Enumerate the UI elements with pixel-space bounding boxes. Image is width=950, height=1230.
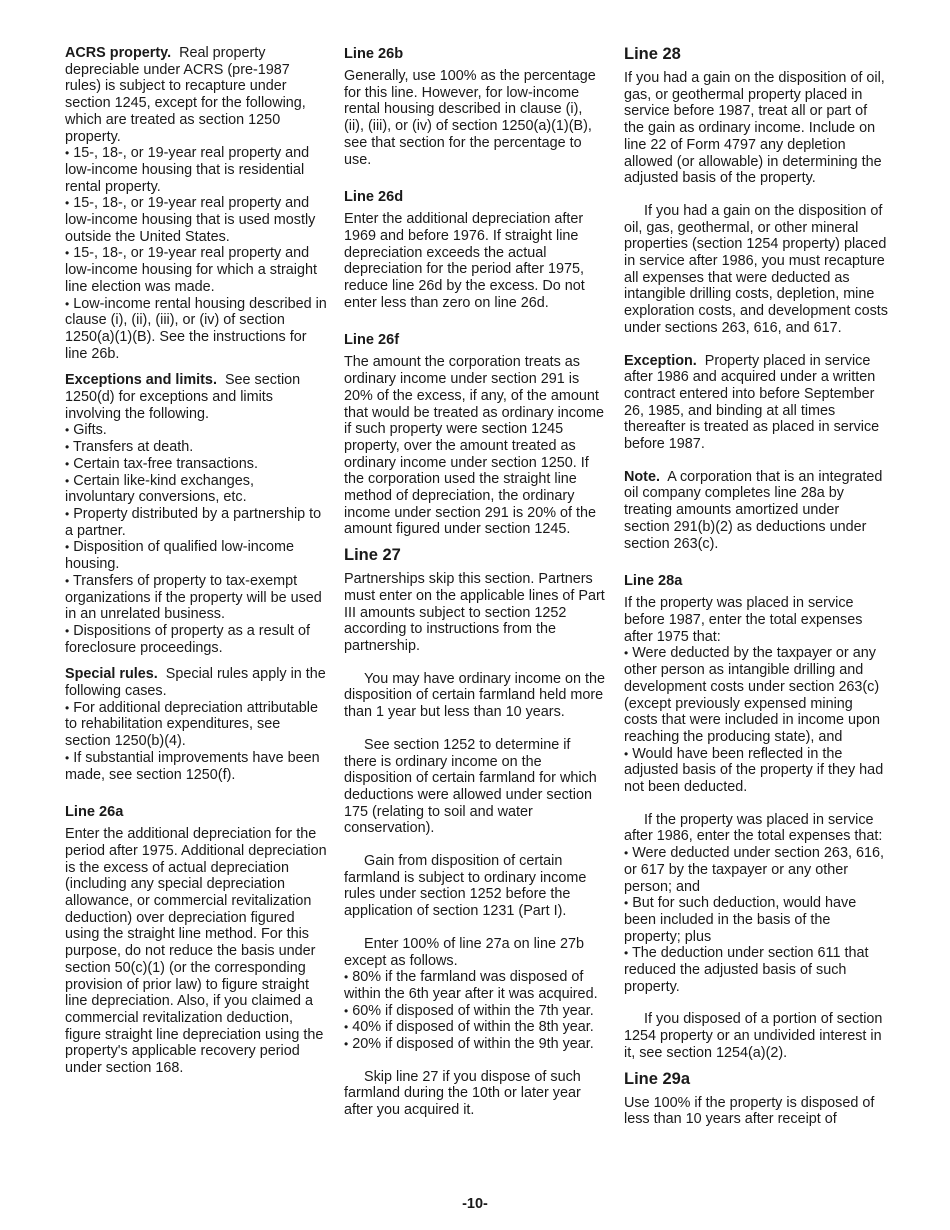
- line-27-paragraph-5: Enter 100% of line 27a on line 27b except as follows.: [344, 935, 585, 969]
- line-29a-text: Use 100% if the property is disposed of less than 10 years after receipt of: [624, 1094, 875, 1128]
- column-2: [344, 45, 606, 1135]
- bullet-item: • Transfers at death.: [65, 439, 194, 456]
- bullet-item: • 15-, 18-, or 19-year real property and low-income housing for which a straight line election was made.: [65, 245, 317, 295]
- line-28a-paragraph-1: If the property was placed in service before 1987, enter the total expenses after 1975 that:: [624, 595, 863, 645]
- bullet-item: • 15-, 18-, or 19-year real property and low-income housing that is residential rental property.: [65, 145, 310, 195]
- heading-line-26b: Line 26b: [344, 46, 404, 62]
- bullet-item: • Certain tax-free transactions.: [65, 455, 258, 472]
- bullet-item: • Dispositions of property as a result of foreclosure proceedings.: [65, 622, 310, 656]
- line-28-paragraph-1: If you had a gain on the disposition of oil, gas, or geothermal property placed in service before 1987, treat all or part of the gain as ordinary income. Include on line 22 of Form 4797 any depletion allowed (or allowable) in determining the adjusted basis of the property.: [624, 70, 885, 187]
- column-1: [65, 45, 327, 1093]
- line-27-paragraph-4: Gain from disposition of certain farmland is subject to ordinary income rules under section 1252 before the application of section 1231 (Part I).: [344, 853, 587, 920]
- page-number: -10-: [462, 1196, 488, 1212]
- heading-line-26f: Line 26f: [344, 332, 400, 349]
- bullet-item: • 15-, 18-, or 19-year real property and low-income housing that is used mostly outside the United States.: [65, 195, 316, 245]
- line-27-paragraph-6: Skip line 27 if you dispose of such farmland during the 10th or later year after you acquired it.: [344, 1068, 581, 1119]
- bullet-item: • Would have been reflected in the adjusted basis of the property if they had not been deducted.: [624, 745, 884, 796]
- special-rules-paragraph: [65, 666, 327, 699]
- bullet-item: • If substantial improvements have been made, see section 1250(f).: [65, 749, 320, 783]
- line-27-paragraph-1: Partnerships skip this section. Partners must enter on the applicable lines of Part III amounts subject to section 1252 according to instructions from the partnership.: [344, 571, 605, 654]
- line-27-paragraph-2: You may have ordinary income on the disposition of certain farmland held more than 1 year but less than 10 years.: [344, 670, 606, 721]
- bullet-item: • 60% if disposed of within the 7th year.: [344, 1002, 594, 1019]
- bullet-item: • Were deducted by the taxpayer or any other person as intangible drilling and development costs under section 263(c) (except previously expensed mining costs that were included in income upon reaching the producing state), and: [624, 645, 880, 745]
- bullet-item: • 80% if the farmland was disposed of within the 6th year after it was acquired.: [344, 969, 598, 1002]
- line-28a-paragraph-3: If you disposed of a portion of section 1254 property or an undivided interest in it, see section 1254(a)(2).: [624, 1011, 883, 1061]
- line-26a-text: Enter the additional depreciation for the period after 1975. Additional depreciation is the excess of actual depreciation (including any special depreciation allowance, or commercial revitalization deduction) over depreciation figured using the straight line method. For this purpose, do not reduce the basis under section 50(c)(1) (or the corresponding provision of prior law) to figure straight line depreciation. Also, if you claimed a commercial revitalization deduction, figure straight line depreciation using the property's applicable recovery period under section 168.: [65, 826, 327, 1077]
- heading-line-28a: Line 28a: [624, 573, 683, 590]
- acrs-paragraph: [65, 45, 327, 145]
- exception-paragraph: [624, 353, 888, 453]
- note-label: Note.: [624, 468, 660, 485]
- heading-line-26a: Line 26a: [65, 804, 124, 821]
- line-26d-text: Enter the additional depreciation after 1969 and before 1976. If straight line depreciation exceeds the actual depreciation for the period after 1975, reduce line 26d by the excess. Do not enter less than zero on line 26d.: [344, 211, 585, 311]
- heading-line-27: Line 27: [344, 546, 401, 565]
- column-3: [624, 45, 888, 1144]
- bullet-item: • For additional depreciation attributable to rehabilitation expenditures, see section 1250(b)(4).: [65, 699, 318, 750]
- acrs-text: Real property depreciable under ACRS (pre-1987 rules) is subject to recapture under section 1245, except for the following, which are treated as section 1250 property.: [65, 45, 306, 145]
- bullet-item: • But for such deduction, would have been included in the basis of the property; plus: [624, 895, 857, 945]
- note-text: A corporation that is an integrated oil company completes line 28a by treating amounts amortized under section 291(b)(2) as deductions under section 263(c).: [624, 468, 883, 552]
- special-rules-label: Special rules.: [65, 666, 158, 683]
- note-paragraph: [624, 469, 888, 553]
- bullet-item: • 40% if disposed of within the 8th year.: [344, 1019, 594, 1036]
- heading-line-26d: Line 26d: [344, 189, 404, 206]
- line-26f-text: The amount the corporation treats as ordinary income under section 291 is 20% of the excess, if any, of the amount that would be treated as ordinary income if such property were section 1245 property, over the amount treated as ordinary income under section 1250. If the corporation used the straight line method of depreciation, the ordinary income under section 291 is 20% of the amount figured under section 1245.: [344, 354, 604, 538]
- bullet-item: • Low-income rental housing described in clause (i), (ii), (iii), or (iv) of section 1250(a)(1)(B). See the instructions for line 26b.: [65, 295, 327, 362]
- exception-text: Property placed in service after 1986 and acquired under a written contract entered into before September 26, 1985, and binding at all times thereafter is treated as placed in service before 1987.: [624, 352, 880, 453]
- bullet-item: • Property distributed by a partnership to a partner.: [65, 505, 322, 539]
- bullet-item: • Transfers of property to tax-exempt organizations if the property will be used in an unrelated business.: [65, 572, 322, 623]
- line-27-paragraph-3: See section 1252 to determine if there is ordinary income on the disposition of certain farmland for which deductions were allowed under section 175 (relating to soil and water conservation).: [344, 736, 597, 837]
- bullet-item: • Disposition of qualified low-income housing.: [65, 539, 294, 573]
- line-28a-paragraph-2: If the property was placed in service after 1986, enter the total expenses that:: [624, 811, 883, 845]
- line-28-paragraph-2: If you had a gain on the disposition of oil, gas, geothermal, or other mineral properties (section 1254 property) placed in service after 1986, you must recapture all expenses that were deducted as intangible drilling costs, depletion, mine exploration costs, and development costs under sections 263, 616, and 617.: [624, 202, 888, 336]
- bullet-item: • The deduction under section 611 that reduced the adjusted basis of such property.: [624, 945, 869, 995]
- bullet-item: • Gifts.: [65, 422, 107, 439]
- exceptions-label: Exceptions and limits.: [65, 372, 217, 389]
- bullet-item: • Were deducted under section 263, 616, or 617 by the taxpayer or any other person; and: [624, 845, 884, 895]
- bullet-item: • 20% if disposed of within the 9th year.: [344, 1036, 594, 1053]
- heading-line-28: Line 28: [624, 45, 681, 63]
- exceptions-text: See section 1250(d) for exceptions and limits involving the following.: [65, 372, 301, 422]
- exceptions-paragraph: [65, 372, 327, 422]
- special-rules-text: Special rules apply in the following cases.: [65, 666, 326, 700]
- line-26b-text: Generally, use 100% as the percentage for this line. However, for low-income rental housing described in clause (i), (ii), (iii), or (iv) of section 1250(a)(1)(B), see that section for the percentage to use.: [344, 68, 596, 168]
- heading-line-29a: Line 29a: [624, 1069, 691, 1088]
- bullet-item: • Certain like-kind exchanges, involuntary conversions, etc.: [65, 472, 254, 506]
- exception-label: Exception.: [624, 352, 697, 369]
- acrs-label: ACRS property.: [65, 45, 172, 61]
